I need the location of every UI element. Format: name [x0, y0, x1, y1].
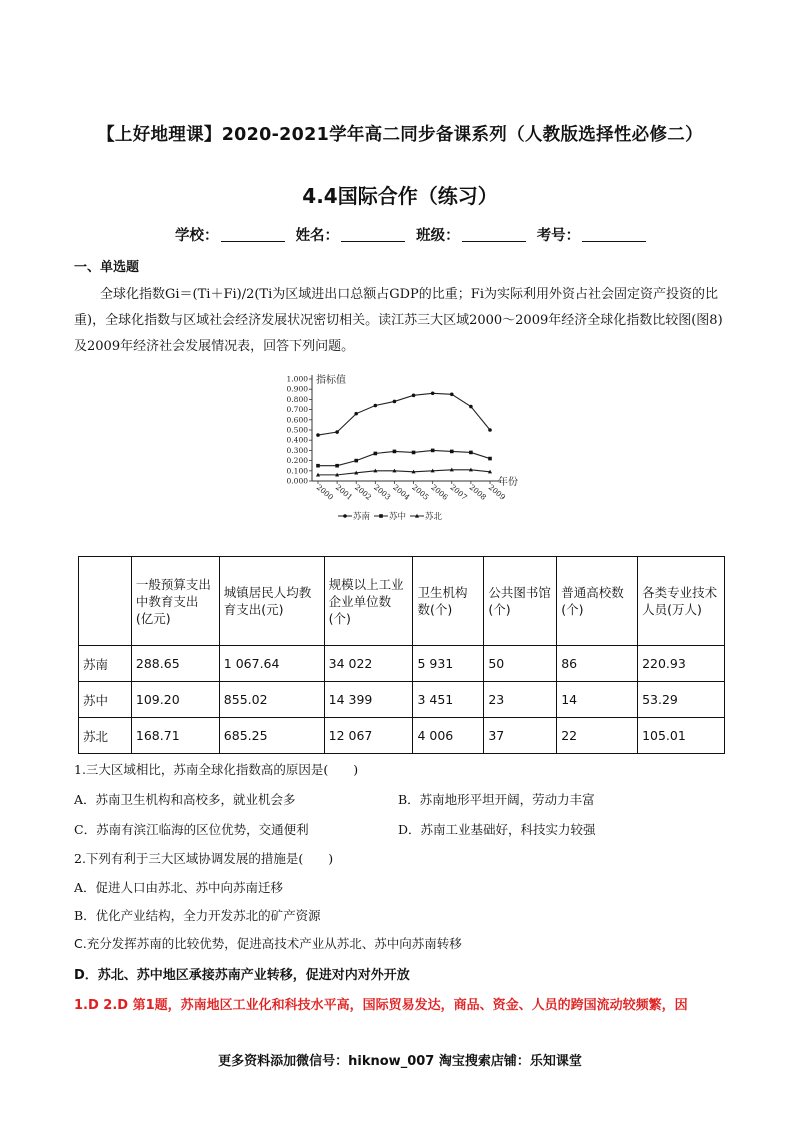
- data-point: [412, 451, 416, 455]
- table-cell: 105.01: [638, 718, 725, 754]
- table-cell: 53.29: [638, 682, 725, 718]
- table-cell: 288.65: [131, 646, 219, 682]
- y-tick-label: 1.000: [286, 374, 308, 384]
- table-header-cell: 城镇居民人均教育支出(元): [219, 557, 324, 646]
- table-cell: 14: [557, 682, 638, 718]
- legend-label: 苏中: [389, 512, 407, 522]
- table-header-cell: 普通高校数(个): [557, 557, 638, 646]
- data-point: [374, 404, 378, 408]
- data-point: [469, 405, 473, 409]
- q1-option-b[interactable]: B．苏南地形平坦开阔，劳动力丰富: [398, 792, 595, 807]
- x-tick-label: 2000: [314, 482, 336, 502]
- table-row: [79, 682, 725, 718]
- series-title: 【上好地理课】2020-2021学年高二同步备课系列（人教版选择性必修二）: [97, 125, 703, 145]
- table-cell: 23: [484, 682, 557, 718]
- data-point: [488, 428, 492, 432]
- data-point: [450, 450, 454, 454]
- x-tick-label: 2007: [448, 482, 469, 502]
- x-tick-label: 2005: [410, 482, 431, 502]
- q1-option-a[interactable]: A．苏南卫生机构和高校多，就业机会多: [74, 792, 296, 807]
- data-point: [469, 451, 473, 455]
- y-tick-label: 0.800: [286, 394, 308, 404]
- series-line-苏北: [318, 470, 490, 475]
- x-tick-label: 2003: [372, 482, 393, 502]
- table-header-cell: 公共图书馆(个): [484, 557, 557, 646]
- legend-label: 苏南: [353, 512, 371, 522]
- q1-option-d[interactable]: D．苏南工业基础好，科技实力较强: [398, 822, 596, 837]
- y-tick-label: 0.200: [286, 456, 308, 466]
- economic-table: [78, 556, 725, 754]
- table-header-cell: 规模以上工业企业单位数(个): [324, 557, 413, 646]
- school-blank[interactable]: [221, 227, 285, 242]
- data-point: [450, 393, 454, 397]
- question-2: 2.下列有利于三大区域协调发展的措施是( ): [74, 851, 334, 866]
- table-cell: 50: [484, 646, 557, 682]
- footer-note: 更多资料添加微信号：hiknow_007 淘宝搜索店铺：乐知课堂: [218, 1054, 582, 1069]
- class-blank[interactable]: [462, 227, 526, 242]
- table-cell: 苏北: [79, 718, 132, 754]
- table-cell: 22: [557, 718, 638, 754]
- q2-option-b[interactable]: B．优化产业结构，全力开发苏北的矿产资源: [74, 908, 321, 923]
- q2-option-d[interactable]: D．苏北、苏中地区承接苏南产业转移，促进对内对外开放: [74, 968, 410, 983]
- table-header-row: [79, 557, 725, 646]
- q2-option-a[interactable]: A．促进人口由苏北、苏中向苏南迁移: [74, 880, 284, 895]
- y-tick-label: 0.000: [286, 476, 308, 486]
- legend-marker: [343, 514, 347, 518]
- y-axis-label: 指标值: [316, 375, 346, 386]
- question-1: 1.三大区域相比，苏南全球化指数高的原因是( ): [74, 762, 359, 777]
- y-tick-label: 0.300: [286, 445, 308, 455]
- data-point: [316, 464, 320, 468]
- passage: [74, 282, 734, 360]
- series-line-苏中: [318, 450, 490, 465]
- data-point: [488, 457, 492, 461]
- data-point: [393, 400, 397, 404]
- table-cell: 4 006: [413, 718, 484, 754]
- name-label: 姓名：: [295, 228, 340, 244]
- legend-label: 苏北: [425, 512, 443, 522]
- table-cell: 5 931: [413, 646, 484, 682]
- data-point: [335, 430, 339, 434]
- q1-option-c[interactable]: C．苏南有滨江临海的区位优势，交通便利: [74, 822, 309, 837]
- table-cell: 168.71: [131, 718, 219, 754]
- y-tick-label: 0.600: [286, 415, 308, 425]
- table-row: [79, 718, 725, 754]
- table-cell: 1 067.64: [219, 646, 324, 682]
- student-info-line: [175, 224, 652, 245]
- table-header-cell: [79, 557, 132, 646]
- exam-no-label: 考号：: [536, 228, 581, 244]
- table-cell: 14 399: [324, 682, 413, 718]
- passage-text: 全球化指数Gi＝(Ti＋Fi)/2(Ti为区域进出口总额占GDP的比重；Fi为实际利用外资占社会固定资产投资的比重)，全球化指数与区域社会经济发展状况密切相关。读江苏三大区域2000～2009年经济全球化指数比较图(图8)及2009年经济社会发展情况表，回答下列问题。: [74, 287, 723, 354]
- table-row: [79, 646, 725, 682]
- data-point: [335, 464, 339, 468]
- data-point: [393, 450, 397, 454]
- answer-explanation: 1.D 2.D 第1题，苏南地区工业化和科技水平高，国际贸易发达，商品、资金、人员的跨国流动较频繁，因: [74, 998, 688, 1013]
- table-cell: 220.93: [638, 646, 725, 682]
- exam-no-blank[interactable]: [582, 227, 646, 242]
- data-point: [431, 449, 435, 453]
- data-point: [431, 391, 435, 395]
- data-point: [412, 394, 416, 398]
- y-tick-label: 0.400: [286, 435, 308, 445]
- data-point: [316, 433, 320, 437]
- table-cell: 苏南: [79, 646, 132, 682]
- table-cell: 86: [557, 646, 638, 682]
- table-cell: 37: [484, 718, 557, 754]
- globalization-index-chart: [270, 369, 530, 529]
- y-tick-label: 0.900: [286, 384, 308, 394]
- lesson-title: 4.4国际合作（练习）: [302, 184, 498, 208]
- data-point: [354, 459, 358, 463]
- legend-marker: [379, 514, 383, 518]
- x-tick-label: 2009: [486, 482, 508, 502]
- x-tick-label: 2002: [352, 482, 374, 502]
- name-blank[interactable]: [341, 227, 405, 242]
- class-label: 班级：: [416, 228, 460, 244]
- table-header-cell: 卫生机构数(个): [413, 557, 484, 646]
- q2-option-c[interactable]: C.充分发挥苏南的比较优势，促进高技术产业从苏北、苏中向苏南转移: [74, 936, 462, 951]
- y-tick-label: 0.100: [286, 466, 308, 476]
- table-cell: 109.20: [131, 682, 219, 718]
- y-tick-label: 0.700: [286, 405, 308, 415]
- table-cell: 685.25: [219, 718, 324, 754]
- data-point: [374, 452, 378, 456]
- x-tick-label: 2008: [467, 482, 489, 502]
- table-cell: 3 451: [413, 682, 484, 718]
- x-tick-label: 2001: [333, 482, 355, 502]
- series-line-苏南: [318, 393, 490, 435]
- table-cell: 12 067: [324, 718, 413, 754]
- table-header-cell: 各类专业技术人员(万人): [638, 557, 725, 646]
- table-cell: 苏中: [79, 682, 132, 718]
- table-header-cell: 一般预算支出中教育支出(亿元): [131, 557, 219, 646]
- y-tick-label: 0.500: [286, 425, 308, 435]
- section-heading: 一、单选题: [74, 260, 140, 275]
- x-tick-label: 2004: [391, 482, 412, 502]
- table-cell: 855.02: [219, 682, 324, 718]
- data-point: [354, 412, 358, 416]
- x-tick-label: 2006: [429, 482, 450, 502]
- x-axis-label: 年份: [498, 477, 518, 488]
- school-label: 学校：: [175, 228, 219, 244]
- table-cell: 34 022: [324, 646, 413, 682]
